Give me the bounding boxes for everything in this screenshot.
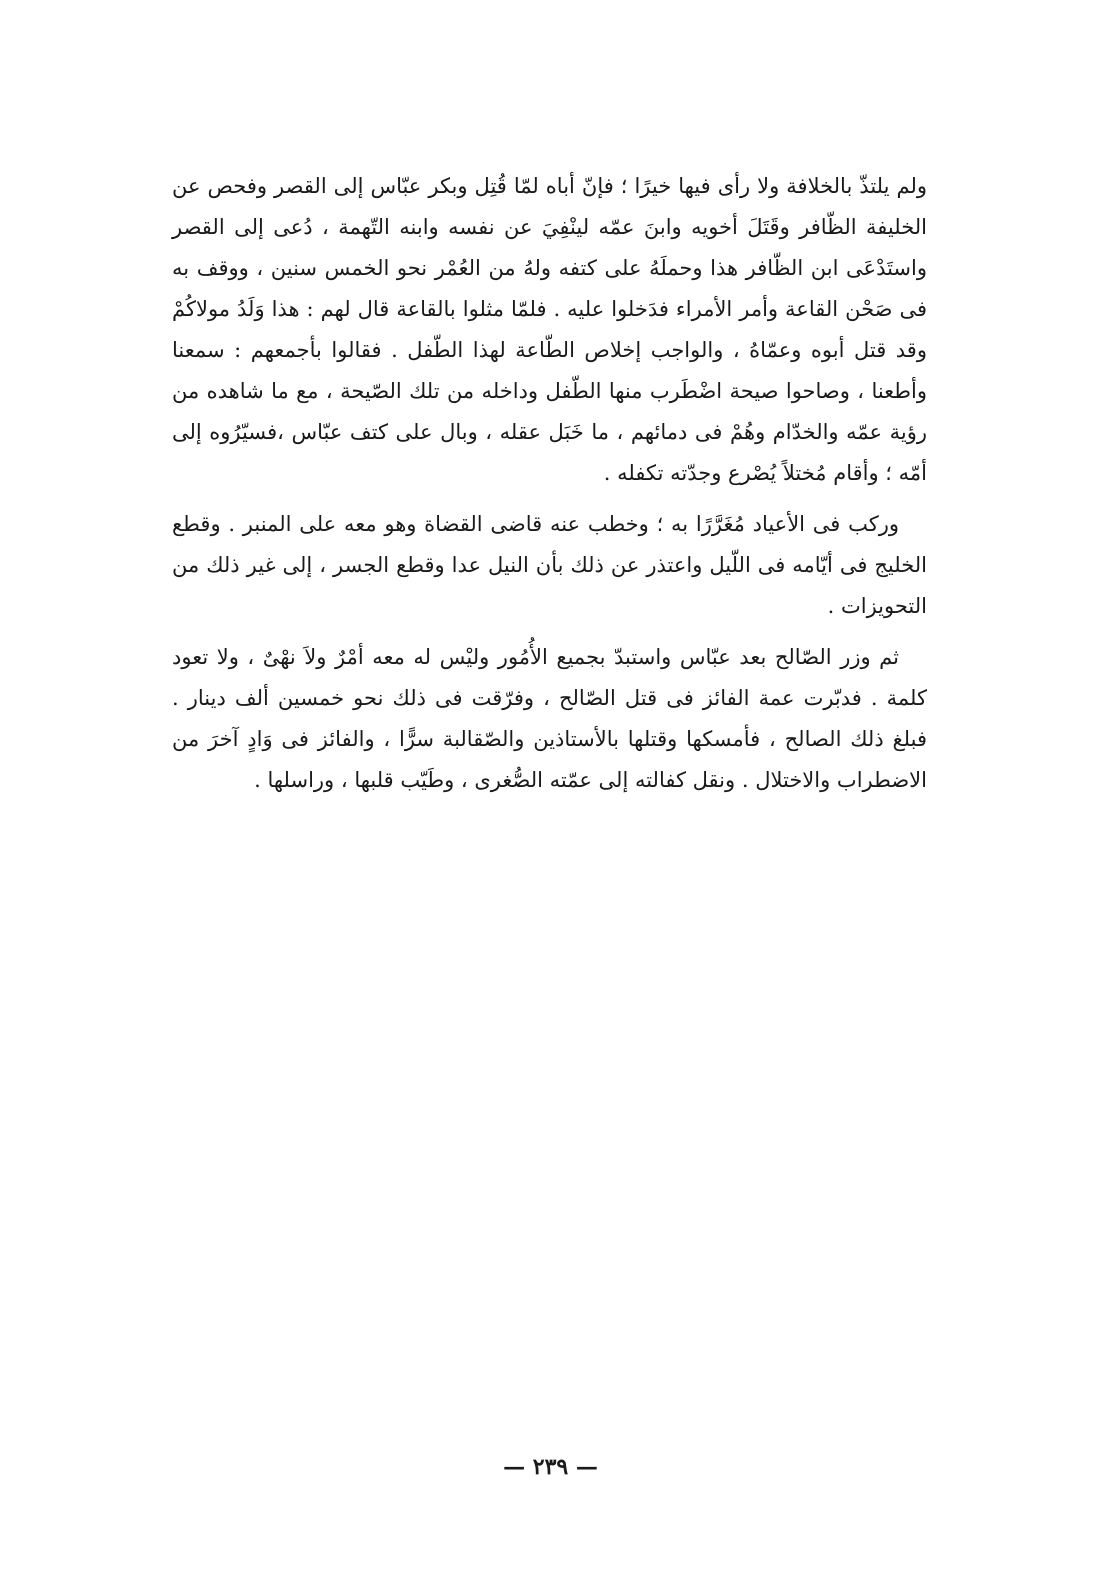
paragraph-3: ثم وزر الصّالح بعد عبّاس واستبدّ بجميع الأُمُور وليْس له معه أمْرٌ ولاَ نهْىٌ ، ولا تعود كلمة . فدبّرت عمة الفائز فى قتل الصّالح ، وفرّقت فى ذلك نحو خمسين ألف دينار . فبلغ ذلك الصالح ، فأمسكها وقتلها بالأستاذين والصّقالبة سرًّا ، والفائز فى وَادٍ آخرَ من الاضطراب والاختلال . ونقل كفالته إلى عمّته الصُّغرى ، وطَيّب قلبها ، وراسلها . (172, 645, 927, 792)
paragraph-1: ولم يلتذّ بالخلافة ولا رأى فيها خيرًا ؛ فإنّ أباه لمّا قُتِل وبكر عبّاس إلى القصر وفحص عن الخليفة الظّافر وقَتَلَ أخويه وابنَ عمّه لينْفِيَ عن نفسه وابنه التّهمة ، دُعى إلى القصر واستَدْعَى ابن الظّافر هذا وحملَهُ على كتفه ولهُ من العُمْر نحو الخمس سنين ، ووقف به فى صَحْن القاعة وأمر الأمراء فدَخلوا عليه . فلمّا مثلوا بالقاعة قال لهم : هذا وَلَدُ مولاكُمْ وقد قتل أبوه وعمّاهُ ، والواجب إخلاص الطّاعة لهذا الطّفل . فقالوا بأجمعهم : سمعنا وأطعنا ، وصاحوا صيحة اضْطَرب منها الطّفل وداخله من تلك الصّيحة ، مع ما شاهده من رؤية عمّه والخدّام وهُمْ فى دمائهم ، ما خَبَل عقله ، وبال على كتف عبّاس ،فسيّرُوه إلى أمّه ؛ وأقام مُختلاً يُصْرع وجدّته تكفله . (172, 174, 927, 485)
body-text (172, 166, 927, 811)
page-number: — ٢٣٩ — (503, 1454, 598, 1480)
paragraph-2: وركب فى الأعياد مُغَرَّرًا به ؛ وخطب عنه قاضى القضاة وهو معه على المنبر . وقطع الخليج فى أيّامه فى اللّيل واعتذر عن ذلك بأن النيل عدا وقطع الجسر ، إلى غير ذلك من التحويزات . (172, 512, 927, 618)
